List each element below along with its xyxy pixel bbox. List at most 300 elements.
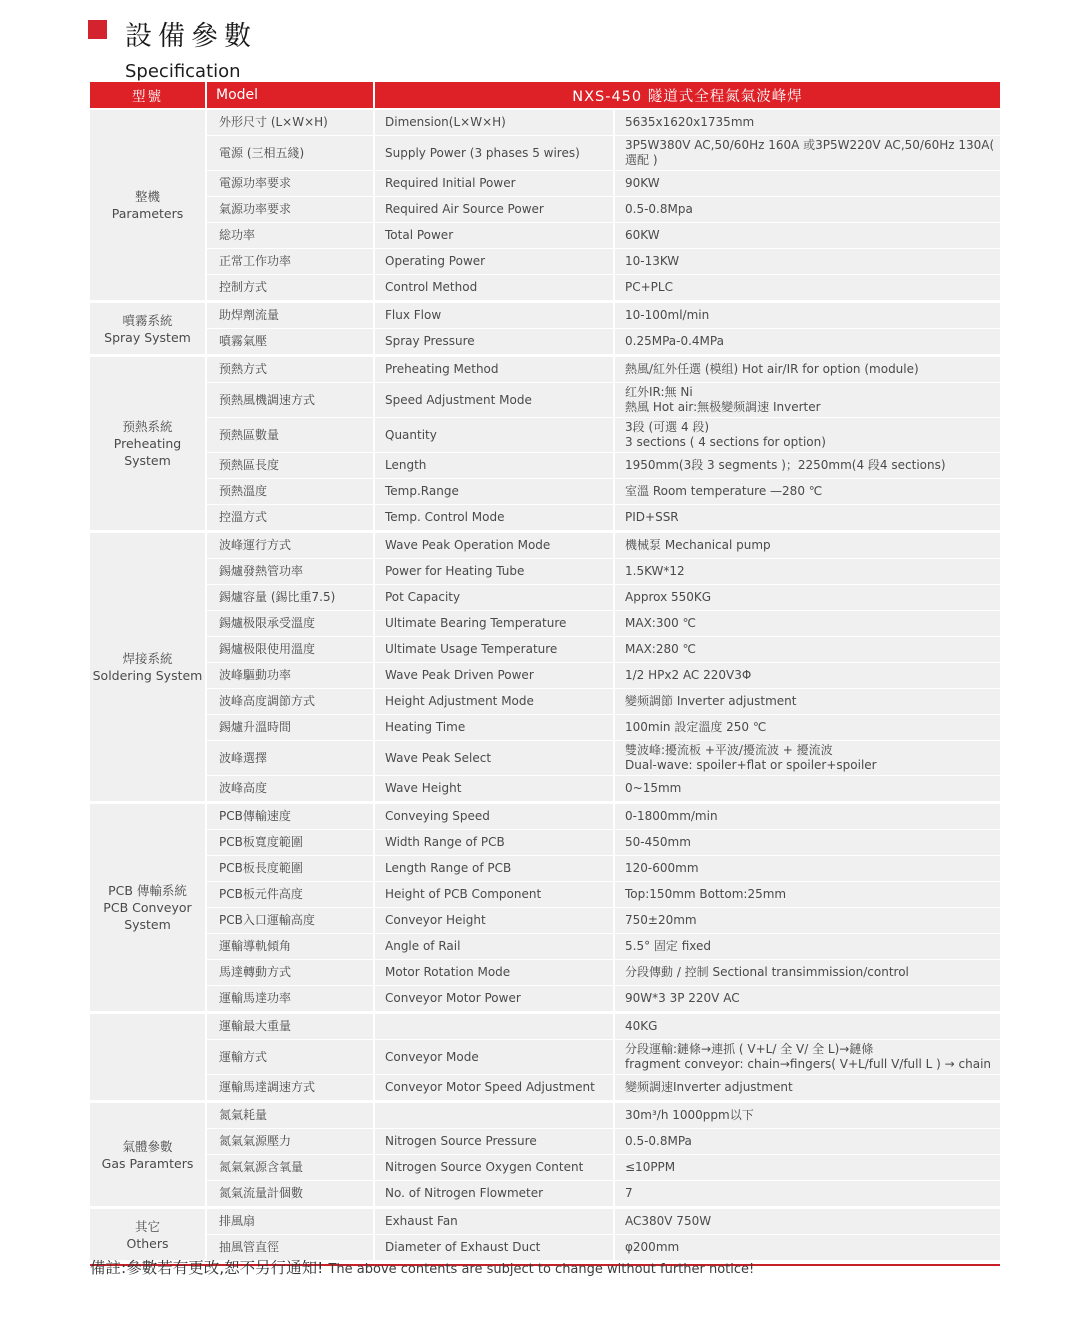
param-value-line: 50-450mm [625, 835, 691, 849]
param-name-zh-text: 馬達轉動方式 [219, 965, 292, 979]
param-name-zh [207, 663, 373, 688]
param-value-line: 變频調速Inverter adjustment [625, 1080, 793, 1094]
param-name-zh-text: PCB板寬度範圍 [219, 835, 303, 849]
page-title-en: Specification [125, 61, 241, 82]
param-name-en [375, 136, 613, 170]
header-model-name: NXS-450 隧道式全程氮氣波峰焊 [375, 82, 1000, 108]
param-name-zh-text: 運輸方式 [219, 1049, 268, 1064]
red-square-bullet-icon [88, 20, 107, 39]
table-row [207, 1181, 1000, 1206]
param-name-zh-text: 波峰高度 [219, 781, 268, 795]
param-name-en [375, 1014, 613, 1039]
param-name-zh-text: 電源功率要求 [219, 176, 292, 190]
param-value [615, 1181, 1000, 1206]
param-name-en [375, 1129, 613, 1154]
table-row [207, 908, 1000, 933]
param-name-en-text: Required Air Source Power [385, 202, 544, 216]
param-name-zh [207, 882, 373, 907]
table-row [207, 934, 1000, 959]
param-name-zh [207, 741, 373, 775]
table-group [90, 1103, 1000, 1206]
param-name-zh [207, 249, 373, 274]
group-category-label-line: 焊接系統 [122, 651, 173, 666]
param-value [615, 357, 1000, 382]
param-name-zh-text: 抽風管直徑 [219, 1240, 280, 1254]
param-value [615, 986, 1000, 1011]
param-value [615, 663, 1000, 688]
param-value-line: 5.5° 固定 fixed [625, 939, 712, 953]
param-name-en [375, 585, 613, 610]
param-name-zh [207, 1155, 373, 1180]
param-value [615, 383, 1000, 417]
group-category-label [90, 804, 205, 1011]
param-value [615, 505, 1000, 530]
param-name-zh [207, 329, 373, 354]
param-name-zh-text: 総功率 [219, 228, 256, 242]
param-name-en [375, 1155, 613, 1180]
group-rows [207, 804, 1000, 1011]
page-title-zh: 設備參數 [125, 21, 257, 52]
param-value-line: Approx 550KG [625, 590, 712, 604]
param-name-en [375, 856, 613, 881]
group-category-label-line: PCB Conveyor [103, 900, 192, 915]
param-value-line: 120-600mm [625, 861, 699, 875]
table-row [207, 418, 1000, 452]
param-value [615, 776, 1000, 801]
table-row [207, 715, 1000, 740]
param-name-en [375, 882, 613, 907]
param-value-line: 7 [625, 1186, 633, 1200]
param-name-zh [207, 908, 373, 933]
param-name-en [375, 249, 613, 274]
group-category-label-line: Spray System [104, 329, 191, 345]
param-value [615, 637, 1000, 662]
footer-note-en: The above contents are subject to change without further notice! [328, 1262, 755, 1277]
param-name-en-text: Diameter of Exhaust Duct [385, 1240, 541, 1254]
table-row [207, 611, 1000, 636]
param-name-en-text: Flux Flow [385, 308, 442, 322]
table-row [207, 479, 1000, 504]
table-group [90, 804, 1000, 1011]
param-name-zh-text: 噴霧氣壓 [219, 334, 268, 348]
table-row [207, 559, 1000, 584]
param-value [615, 856, 1000, 881]
param-name-zh-text: 控制方式 [219, 280, 268, 294]
param-name-en [375, 689, 613, 714]
param-name-en [375, 479, 613, 504]
param-name-en [375, 418, 613, 452]
param-name-zh [207, 715, 373, 740]
param-name-zh [207, 303, 373, 328]
table-row [207, 171, 1000, 196]
param-name-zh [207, 986, 373, 1011]
group-category-label [90, 357, 205, 530]
param-name-zh [207, 559, 373, 584]
param-value-line: 雙波峰:擾流板 +平波/擾流波 + 擾流波 [625, 743, 833, 757]
param-value [615, 611, 1000, 636]
param-name-en [375, 383, 613, 417]
param-value [615, 585, 1000, 610]
group-category-label-line: Gas Paramters [101, 1155, 194, 1171]
param-value-line: ≤10PPM [625, 1160, 676, 1174]
param-name-zh-text: 電源 (三相五綫) [219, 145, 305, 160]
param-name-en-text: Conveyor Motor Power [385, 991, 521, 1005]
param-name-zh [207, 689, 373, 714]
param-name-zh [207, 611, 373, 636]
table-row [207, 1209, 1000, 1234]
param-name-zh-text: 錫爐升溫時間 [219, 720, 292, 734]
param-name-en-text: Length Range of PCB [385, 861, 512, 875]
param-name-zh-text: 錫爐發熱管功率 [219, 564, 304, 578]
param-value-line: 分段傳動 / 控制 Sectional transimmission/control [625, 965, 909, 979]
table-row [207, 663, 1000, 688]
table-row [207, 830, 1000, 855]
param-value-line: 10-13KW [625, 254, 680, 268]
table-row [207, 110, 1000, 135]
param-name-zh [207, 934, 373, 959]
param-name-en [375, 804, 613, 829]
param-name-en [375, 908, 613, 933]
param-name-en-text: Power for Heating Tube [385, 564, 525, 578]
param-name-en-text: Spray Pressure [385, 334, 475, 348]
table-row [207, 533, 1000, 558]
table-group [90, 1014, 1000, 1100]
param-value [615, 1129, 1000, 1154]
param-name-zh-text: 预熱溫度 [219, 484, 268, 498]
param-name-zh [207, 1129, 373, 1154]
param-name-zh [207, 1181, 373, 1206]
table-row [207, 960, 1000, 985]
param-value-line: 90KW [625, 176, 660, 190]
param-name-en-text: Ultimate Bearing Temperature [385, 616, 567, 630]
param-value-line: 90W*3 3P 220V AC [625, 991, 740, 1005]
param-value-line: 熱風 Hot air:無极變频調速 Inverter [625, 400, 821, 414]
param-value [615, 479, 1000, 504]
param-name-en [375, 776, 613, 801]
param-value [615, 1155, 1000, 1180]
param-value [615, 741, 1000, 775]
param-value-line: MAX:300 ℃ [625, 616, 697, 630]
param-name-en-text: Conveyor Mode [385, 1049, 479, 1064]
table-row [207, 136, 1000, 170]
param-name-zh [207, 197, 373, 222]
param-value-line: 機械泵 Mechanical pump [625, 538, 771, 552]
spec-table-body [90, 110, 1000, 1260]
param-name-en-text: Wave Peak Operation Mode [385, 538, 551, 552]
param-name-en-text: Temp.Range [385, 484, 459, 498]
param-name-zh-text: 控溫方式 [219, 510, 268, 524]
param-value-line: 0.25MPa-0.4MPa [625, 334, 724, 348]
param-name-en [375, 830, 613, 855]
param-value-line: 分段運輸:鏈條→連抓 ( V+L/ 全 V/ 全 L)→鏈條 [625, 1042, 874, 1056]
param-name-zh-text: 氮氣氣源含氧量 [219, 1160, 304, 1174]
param-value [615, 171, 1000, 196]
param-name-zh [207, 585, 373, 610]
param-name-en-text: Quantity [385, 427, 437, 442]
param-name-zh [207, 776, 373, 801]
param-value-line: φ200mm [625, 1240, 680, 1254]
param-name-en-text: Width Range of PCB [385, 835, 505, 849]
param-name-en [375, 357, 613, 382]
table-row [207, 1014, 1000, 1039]
param-name-en-text: Motor Rotation Mode [385, 965, 511, 979]
param-name-en [375, 197, 613, 222]
param-name-zh [207, 418, 373, 452]
param-name-zh-text: 助焊劑流量 [219, 308, 280, 322]
footer-note [90, 1256, 754, 1278]
param-name-zh [207, 1014, 373, 1039]
table-row [207, 776, 1000, 801]
table-row [207, 585, 1000, 610]
param-value-line: AC380V 750W [625, 1214, 712, 1228]
param-name-en-text: Conveyor Motor Speed Adjustment [385, 1080, 595, 1094]
param-value-line: 1.5KW*12 [625, 564, 685, 578]
param-name-en-text: Length [385, 458, 427, 472]
param-name-zh-text: 運輸馬達功率 [219, 991, 292, 1005]
param-name-en [375, 637, 613, 662]
param-name-zh-text: 錫爐容量 (錫比重7.5) [219, 590, 336, 604]
group-category-label [90, 303, 205, 354]
param-value [615, 329, 1000, 354]
param-name-en-text: Total Power [385, 228, 454, 242]
param-value-line: Dual-wave: spoiler+flat or spoiler+spoiler [625, 758, 877, 772]
param-name-en [375, 1209, 613, 1234]
param-name-en-text: Conveying Speed [385, 809, 490, 823]
table-row [207, 249, 1000, 274]
param-name-en [375, 453, 613, 478]
table-group [90, 1209, 1000, 1260]
param-value-line: 红外IR:無 Ni [625, 385, 693, 399]
table-row [207, 1040, 1000, 1074]
group-category-label-line: System [124, 917, 171, 932]
group-category-label-line: 氣體參數 [122, 1138, 173, 1154]
group-category-label-line: Others [126, 1235, 169, 1251]
param-value-line: 3段 (可選 4 段) [625, 420, 710, 434]
param-name-en [375, 1075, 613, 1100]
param-name-en-text: Required Initial Power [385, 176, 516, 190]
param-name-en-text: No. of Nitrogen Flowmeter [385, 1186, 544, 1200]
group-category-label [90, 1103, 205, 1206]
param-value [615, 249, 1000, 274]
param-name-zh-text: 錫爐极限使用溫度 [219, 642, 316, 656]
table-row [207, 303, 1000, 328]
param-value-line: 0.5-0.8Mpa [625, 202, 693, 216]
param-name-zh-text: 正常工作功率 [219, 254, 292, 268]
spec-table [90, 82, 1000, 1266]
param-name-en [375, 934, 613, 959]
group-category-label-line: Parameters [111, 206, 184, 221]
group-category-label-line: 噴霧系統 [122, 312, 173, 328]
param-name-zh [207, 357, 373, 382]
table-row [207, 804, 1000, 829]
param-value [615, 533, 1000, 558]
param-value [615, 559, 1000, 584]
param-value [615, 1103, 1000, 1128]
param-value-line: 1950mm(3段 3 segments )；2250mm(4 段4 sections) [625, 458, 946, 472]
footer-note-zh: 備註:參數若有更改,恕不另行通知! [90, 1259, 324, 1277]
param-name-en-text: Dimension(L×W×H) [385, 115, 506, 129]
header-model-label-en: Model [207, 82, 373, 108]
param-value [615, 275, 1000, 300]
param-name-en [375, 986, 613, 1011]
table-row [207, 383, 1000, 417]
param-value-line: 750±20mm [625, 913, 697, 927]
param-value-line: PID+SSR [625, 510, 679, 524]
param-value-line: 變频調節 Inverter adjustment [625, 694, 797, 708]
param-name-zh-text: 氮氣氣源壓力 [219, 1134, 292, 1148]
param-value-line: 0~15mm [625, 781, 682, 795]
param-name-en [375, 110, 613, 135]
param-value [615, 934, 1000, 959]
param-value [615, 110, 1000, 135]
param-name-en-text: Height Adjustment Mode [385, 694, 534, 708]
table-header-row [90, 82, 1000, 108]
param-name-zh [207, 110, 373, 135]
param-name-en [375, 1040, 613, 1074]
table-row [207, 1075, 1000, 1100]
param-name-en-text: Exhaust Fan [385, 1214, 458, 1228]
param-name-en-text: Temp. Control Mode [385, 510, 505, 524]
param-value-line: 3P5W380V AC,50/60Hz 160A 或3P5W220V AC,50/60Hz 130A( 選配 ) [625, 138, 995, 167]
param-name-zh-text: 预熱區數量 [219, 427, 280, 442]
table-row [207, 882, 1000, 907]
group-category-label [90, 1209, 205, 1260]
param-name-zh [207, 830, 373, 855]
param-name-en-text: Conveyor Height [385, 913, 486, 927]
param-name-en [375, 715, 613, 740]
param-value [615, 908, 1000, 933]
param-name-zh [207, 505, 373, 530]
param-value [615, 303, 1000, 328]
table-group [90, 533, 1000, 801]
param-name-en-text: Pot Capacity [385, 590, 461, 604]
param-value-line: 5635x1620x1735mm [625, 115, 755, 129]
table-group [90, 110, 1000, 300]
header-model-label-zh: 型號 [90, 82, 205, 108]
param-value [615, 1075, 1000, 1100]
param-name-en [375, 741, 613, 775]
param-name-zh-text: 波峰選擇 [219, 750, 268, 765]
group-rows [207, 303, 1000, 354]
param-name-zh-text: 運輸馬達調速方式 [219, 1080, 316, 1094]
param-name-en [375, 1103, 613, 1128]
param-name-zh-text: 運輸最大重量 [219, 1019, 292, 1033]
param-value [615, 960, 1000, 985]
table-row [207, 275, 1000, 300]
param-name-en-text: Wave Peak Select [385, 750, 492, 765]
param-value [615, 223, 1000, 248]
param-name-zh [207, 275, 373, 300]
table-row [207, 505, 1000, 530]
param-name-en-text: Control Method [385, 280, 478, 294]
param-name-zh-text: 波峰驅動功率 [219, 668, 292, 682]
param-name-zh-text: PCB傳輸速度 [219, 809, 291, 823]
param-name-zh [207, 136, 373, 170]
param-value [615, 418, 1000, 452]
param-name-zh [207, 479, 373, 504]
param-name-zh-text: 錫爐极限承受溫度 [219, 616, 316, 630]
param-name-en [375, 533, 613, 558]
param-name-en-text: Wave Height [385, 781, 462, 795]
param-name-en [375, 611, 613, 636]
param-name-zh [207, 960, 373, 985]
table-row [207, 741, 1000, 775]
group-category-label [90, 110, 205, 300]
table-row [207, 986, 1000, 1011]
param-name-en-text: Supply Power (3 phases 5 wires) [385, 145, 580, 160]
param-value [615, 882, 1000, 907]
param-name-zh-text: 運輸導軌傾角 [219, 939, 292, 953]
param-value-line: 室溫 Room temperature —280 ℃ [625, 484, 823, 498]
param-value [615, 1209, 1000, 1234]
param-name-zh [207, 533, 373, 558]
param-name-en [375, 559, 613, 584]
param-name-zh-text: PCB板元件高度 [219, 887, 303, 901]
param-name-en [375, 1181, 613, 1206]
param-value [615, 1040, 1000, 1074]
param-name-zh [207, 453, 373, 478]
param-name-zh-text: 预熱風機調速方式 [219, 392, 316, 407]
group-category-label-line: Preheating System [113, 436, 182, 468]
table-row [207, 856, 1000, 881]
param-value [615, 715, 1000, 740]
param-name-zh-text: 排風扇 [219, 1214, 256, 1228]
table-row [207, 197, 1000, 222]
param-value [615, 197, 1000, 222]
param-name-zh-text: 氮氣流量計個數 [219, 1186, 304, 1200]
param-value [615, 453, 1000, 478]
param-name-en [375, 223, 613, 248]
param-value-line: 3 sections ( 4 sections for option) [625, 435, 826, 449]
param-name-zh [207, 223, 373, 248]
group-category-label-line: 预熱系統 [122, 419, 173, 434]
param-name-zh-text: 外形尺寸 (L×W×H) [219, 115, 328, 129]
table-row [207, 1103, 1000, 1128]
param-name-en [375, 960, 613, 985]
param-value-line: 1/2 HPx2 AC 220V3Φ [625, 668, 752, 682]
group-category-label-line: 其它 [134, 1218, 160, 1234]
param-value-line: 30m³/h 1000ppm以下 [625, 1108, 754, 1122]
param-name-en [375, 171, 613, 196]
param-name-en-text: Nitrogen Source Oxygen Content [385, 1160, 584, 1174]
param-value [615, 1014, 1000, 1039]
table-row [207, 1129, 1000, 1154]
param-name-zh [207, 383, 373, 417]
group-rows [207, 357, 1000, 530]
param-name-zh [207, 1209, 373, 1234]
table-row [207, 357, 1000, 382]
page-header [88, 14, 257, 82]
param-name-en-text: Operating Power [385, 254, 486, 268]
param-name-zh [207, 856, 373, 881]
param-value-line: 0.5-0.8MPa [625, 1134, 692, 1148]
param-value-line: 熱風/紅外任選 (模组) Hot air/IR for option (module) [625, 362, 919, 376]
param-name-zh-text: PCB板長度範圍 [219, 861, 303, 875]
table-row [207, 637, 1000, 662]
param-value [615, 804, 1000, 829]
param-value-line: 10-100ml/min [625, 308, 710, 322]
param-value [615, 830, 1000, 855]
group-rows [207, 110, 1000, 300]
param-name-en-text: Wave Peak Driven Power [385, 668, 534, 682]
param-name-zh-text: 氣源功率要求 [219, 202, 292, 216]
group-rows [207, 533, 1000, 801]
table-row [207, 689, 1000, 714]
table-row [207, 329, 1000, 354]
param-name-en-text: Angle of Rail [385, 939, 461, 953]
param-name-en-text: Heating Time [385, 720, 466, 734]
param-name-zh-text: 预熱方式 [219, 362, 268, 376]
